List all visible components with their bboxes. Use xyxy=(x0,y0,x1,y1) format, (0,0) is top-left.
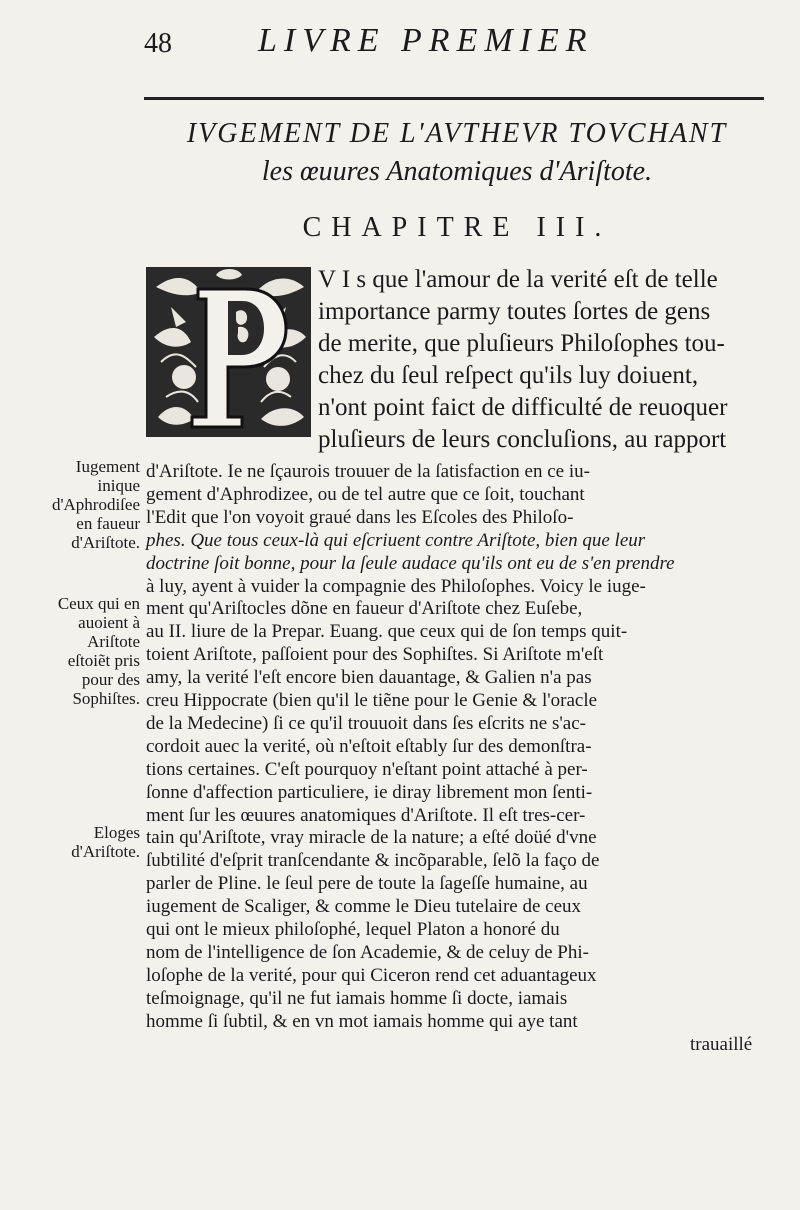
page-number: 48 xyxy=(144,28,172,59)
body-line-13: ment qu'Ariſtocles dõne en faueur d'Ariſtote chez Euſebe, xyxy=(146,598,583,620)
chapter-title-line-2: les œuures Anatomiques d'Ariſtote. xyxy=(261,156,653,187)
margin-note-aphrodisee: Iugement inique d'Aphrodiſee en faueur d'Ariſtote. xyxy=(51,457,140,552)
margin-note-sophistes: Ceux qui en auoient à Ariſtote eſtoiẽt pris pour des Sophiſtes. xyxy=(57,594,140,709)
body-line-3: de merite, que pluſieurs Philoſophes tou- xyxy=(318,330,725,357)
body-line-8: gement d'Aphrodizee, ou de tel autre que ce ſoit, touchant xyxy=(146,483,585,505)
body-line-14: au II. liure de la Prepar. Euang. que ceux qui de ſon temps quit- xyxy=(146,621,628,643)
chapter-number: CHAPITRE III. xyxy=(302,212,612,243)
body-line-23: tain qu'Ariſtote, vray miracle de la nature; a eſté doüé d'vne xyxy=(146,827,597,849)
body-line-1: V I s que l'amour de la verité eſt de telle xyxy=(318,266,718,293)
running-head: LIVRE PREMIER xyxy=(258,22,594,59)
body-line-30: teſmoignage, qu'il ne fut iamais homme ſi docte, iamais xyxy=(146,987,568,1009)
body-line-18: de la Medecine) ſi ce qu'il trouuoit dans ſes eſcrits ne s'ac- xyxy=(146,712,586,734)
body-line-21: ſonne d'affection particuliere, ie diray librement mon ſenti- xyxy=(146,781,593,803)
body-line-32: trauaillé xyxy=(690,1033,753,1055)
header-rule xyxy=(144,97,764,100)
margin-note-eloges: Eloges d'Ariſtote. xyxy=(71,823,140,862)
body-line-5: n'ont point faict de difficulté de reuoquer xyxy=(318,394,728,421)
body-line-16: amy, la verité l'eſt encore bien dauantage, & Galien n'a pas xyxy=(146,667,592,689)
body-line-28: nom de l'intelligence de ſon Academie, & de celuy de Phi- xyxy=(146,941,589,963)
body-line-26: iugement de Scaliger, & comme le Dieu tutelaire de ceux xyxy=(146,896,582,918)
decorated-initial-p-icon xyxy=(146,267,311,437)
body-line-2: importance parmy toutes ſortes de gens xyxy=(318,298,711,325)
body-line-4: chez du ſeul reſpect qu'ils luy doiuent, xyxy=(318,362,699,389)
body-line-7: d'Ariſtote. Ie ne ſçaurois trouuer de la ſatisfaction en ce iu- xyxy=(146,461,590,482)
body-line-24: ſubtilité d'eſprit tranſcendante & incõparable, ſelõ la faço de xyxy=(146,850,600,872)
body-line-10: phes. Que tous ceux-là qui eſcriuent contre Ariſtote, bien que leur xyxy=(146,529,646,551)
body-line-9: l'Edit que l'on voyoit graué dans les Eſcoles des Philoſo- xyxy=(146,506,574,528)
body-line-20: tions certaines. C'eſt pourquoy n'eſtant point attaché à per- xyxy=(146,758,588,780)
body-line-19: cordoit auec la verité, où n'eſtoit eſtably ſur des demonſtra- xyxy=(146,735,592,757)
chapter-title-line-1: IVGEMENT DE L'AVTHEVR TOVCHANT xyxy=(186,118,728,149)
body-line-15: toient Ariſtote, paſſoient pour des Sophiſtes. Si Ariſtote m'eſt xyxy=(146,644,604,666)
body-line-27: qui ont le mieux philoſophé, lequel Platon a honoré du xyxy=(146,919,560,940)
body-line-11: doctrine ſoit bonne, pour la ſeule audace qu'ils ont eu de s'en prendre xyxy=(146,552,675,574)
body-line-29: loſophe de la verité, pour qui Ciceron rend cet aduantageux xyxy=(146,964,597,986)
body-line-17: creu Hippocrate (bien qu'il le tiẽne pour le Genie & l'oracle xyxy=(146,690,598,711)
body-line-31: homme ſi ſubtil, & en vn mot iamais homme qui aye tant xyxy=(146,1010,578,1032)
body-line-6: pluſieurs de leurs concluſions, au rapport xyxy=(318,426,727,453)
body-line-22: ment ſur les œuures anatomiques d'Ariſtote. Il eſt tres-cer- xyxy=(146,804,586,826)
body-line-12: à luy, ayent à vuider la compagnie des Philoſophes. Voicy le iuge- xyxy=(146,575,646,597)
body-line-25: parler de Pline. le ſeul pere de toute la ſageſſe humaine, au xyxy=(146,873,588,895)
